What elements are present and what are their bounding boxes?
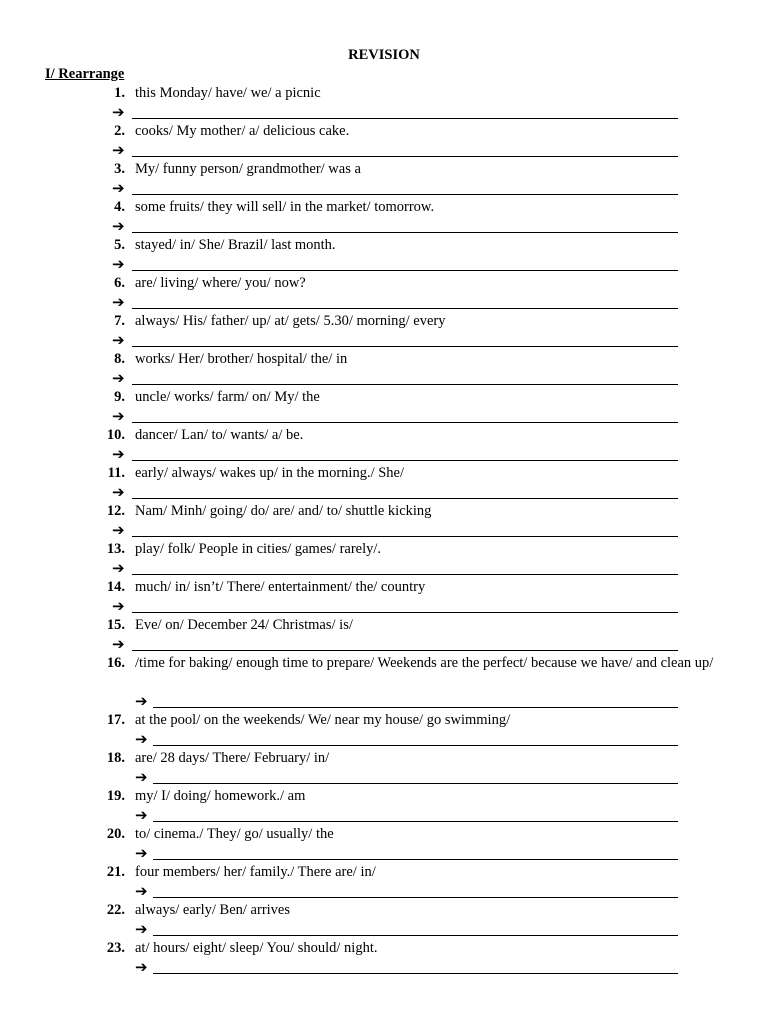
exercise-item [0, 464, 768, 502]
question-text: uncle/ works/ farm/ on/ My/ the [135, 389, 320, 405]
question-number: 3. [114, 161, 125, 177]
exercise-item [0, 350, 768, 388]
question-text: works/ Her/ brother/ hospital/ the/ in [135, 351, 348, 367]
section-heading: I/ Rearrange [45, 66, 125, 82]
answer-blank-line[interactable] [132, 346, 678, 347]
question-row [0, 236, 768, 255]
exercise-list [0, 84, 768, 977]
arrow-icon: ➔ [135, 882, 148, 900]
answer-blank-line[interactable] [153, 935, 678, 936]
answer-blank-line[interactable] [132, 194, 678, 195]
question-number: 2. [114, 123, 125, 139]
arrow-icon: ➔ [112, 369, 125, 387]
question-text: some fruits/ they will sell/ in the market/ tomorrow. [135, 199, 435, 215]
question-number: 7. [114, 313, 125, 329]
exercise-item [0, 654, 768, 711]
question-number: 11. [107, 465, 125, 481]
answer-row [0, 806, 768, 825]
question-number: 23. [106, 940, 125, 956]
exercise-item [0, 901, 768, 939]
question-row [0, 654, 768, 692]
question-row [0, 464, 768, 483]
exercise-item [0, 236, 768, 274]
question-row [0, 84, 768, 103]
exercise-item [0, 274, 768, 312]
answer-blank-line[interactable] [132, 612, 678, 613]
question-number: 18. [106, 750, 125, 766]
exercise-item [0, 749, 768, 787]
answer-blank-line[interactable] [153, 821, 678, 822]
exercise-item [0, 711, 768, 749]
question-text: my/ I/ doing/ homework./ am [135, 788, 306, 804]
question-number: 13. [106, 541, 125, 557]
arrow-icon: ➔ [135, 806, 148, 824]
arrow-icon: ➔ [135, 920, 148, 938]
arrow-icon: ➔ [135, 768, 148, 786]
question-text: My/ funny person/ grandmother/ was a [135, 161, 361, 177]
arrow-icon: ➔ [112, 597, 125, 615]
question-row [0, 160, 768, 179]
question-text: early/ always/ wakes up/ in the morning./ She/ [135, 465, 405, 481]
answer-blank-line[interactable] [153, 859, 678, 860]
answer-row [0, 730, 768, 749]
question-number: 1. [114, 85, 125, 101]
question-row [0, 540, 768, 559]
question-number: 10. [106, 427, 125, 443]
question-number: 6. [114, 275, 125, 291]
question-text: Eve/ on/ December 24/ Christmas/ is/ [135, 617, 353, 633]
question-row [0, 312, 768, 331]
answer-row [0, 293, 768, 312]
arrow-icon: ➔ [112, 141, 125, 159]
page-title: REVISION [348, 47, 420, 63]
answer-blank-line[interactable] [132, 118, 678, 119]
question-number: 21. [106, 864, 125, 880]
exercise-item [0, 84, 768, 122]
answer-blank-line[interactable] [132, 574, 678, 575]
question-row [0, 863, 768, 882]
answer-row [0, 483, 768, 502]
arrow-icon: ➔ [112, 255, 125, 273]
exercise-item [0, 312, 768, 350]
exercise-item [0, 122, 768, 160]
question-text: stayed/ in/ She/ Brazil/ last month. [135, 237, 336, 253]
question-number: 20. [106, 826, 125, 842]
arrow-icon: ➔ [112, 635, 125, 653]
arrow-icon: ➔ [112, 559, 125, 577]
answer-row [0, 920, 768, 939]
exercise-item [0, 787, 768, 825]
answer-row [0, 103, 768, 122]
exercise-item [0, 426, 768, 464]
question-row [0, 426, 768, 445]
question-row [0, 198, 768, 217]
arrow-icon: ➔ [135, 958, 148, 976]
answer-row [0, 692, 768, 711]
exercise-item [0, 198, 768, 236]
exercise-item [0, 939, 768, 977]
question-row [0, 350, 768, 369]
answer-row [0, 217, 768, 236]
answer-row [0, 369, 768, 388]
answer-row [0, 141, 768, 160]
exercise-item [0, 160, 768, 198]
question-number: 17. [106, 712, 125, 728]
answer-row [0, 882, 768, 901]
question-text: to/ cinema./ They/ go/ usually/ the [135, 826, 334, 842]
question-row [0, 749, 768, 768]
question-row [0, 578, 768, 597]
question-number: 22. [106, 902, 125, 918]
question-text: are/ 28 days/ There/ February/ in/ [135, 750, 330, 766]
question-row [0, 825, 768, 844]
answer-row [0, 445, 768, 464]
question-text: cooks/ My mother/ a/ delicious cake. [135, 123, 350, 139]
exercise-item [0, 863, 768, 901]
question-row [0, 502, 768, 521]
arrow-icon: ➔ [135, 844, 148, 862]
arrow-icon: ➔ [112, 331, 125, 349]
arrow-icon: ➔ [112, 217, 125, 235]
exercise-item [0, 616, 768, 654]
question-text: Nam/ Minh/ going/ do/ are/ and/ to/ shuttle kicking [135, 503, 432, 519]
answer-blank-line[interactable] [153, 897, 678, 898]
answer-row [0, 179, 768, 198]
answer-blank-line[interactable] [132, 498, 678, 499]
exercise-item [0, 825, 768, 863]
question-number: 9. [114, 389, 125, 405]
question-row [0, 274, 768, 293]
answer-blank-line[interactable] [132, 308, 678, 309]
arrow-icon: ➔ [112, 179, 125, 197]
answer-row [0, 521, 768, 540]
question-row [0, 122, 768, 141]
answer-row [0, 559, 768, 578]
question-text: at the pool/ on the weekends/ We/ near my house/ go swimming/ [135, 712, 511, 728]
answer-row [0, 768, 768, 787]
answer-blank-line[interactable] [153, 783, 678, 784]
answer-row [0, 331, 768, 350]
question-text: at/ hours/ eight/ sleep/ You/ should/ night. [135, 940, 378, 956]
question-text: four members/ her/ family./ There are/ in/ [135, 864, 376, 880]
answer-blank-line[interactable] [153, 973, 678, 974]
answer-blank-line[interactable] [132, 650, 678, 651]
arrow-icon: ➔ [112, 483, 125, 501]
answer-row [0, 635, 768, 654]
answer-row [0, 255, 768, 274]
answer-blank-line[interactable] [132, 384, 678, 385]
question-number: 5. [114, 237, 125, 253]
question-text: dancer/ Lan/ to/ wants/ a/ be. [135, 427, 304, 443]
question-number: 4. [114, 199, 125, 215]
exercise-item [0, 578, 768, 616]
question-number: 16. [106, 655, 125, 671]
question-text: /time for baking/ enough time to prepare/ Weekends are the perfect/ because we have/ and clean up/ [135, 655, 714, 671]
question-row [0, 616, 768, 635]
question-text: much/ in/ isn’t/ There/ entertainment/ the/ country [135, 579, 426, 595]
question-text: this Monday/ have/ we/ a picnic [135, 85, 321, 101]
arrow-icon: ➔ [135, 692, 148, 710]
exercise-item [0, 502, 768, 540]
answer-blank-line[interactable] [132, 270, 678, 271]
answer-blank-line[interactable] [132, 422, 678, 423]
question-row [0, 711, 768, 730]
arrow-icon: ➔ [112, 293, 125, 311]
question-number: 19. [106, 788, 125, 804]
question-text: always/ early/ Ben/ arrives [135, 902, 291, 918]
answer-blank-line[interactable] [153, 707, 678, 708]
answer-row [0, 844, 768, 863]
arrow-icon: ➔ [135, 730, 148, 748]
exercise-item [0, 540, 768, 578]
question-row [0, 939, 768, 958]
arrow-icon: ➔ [112, 445, 125, 463]
arrow-icon: ➔ [112, 103, 125, 121]
answer-row [0, 597, 768, 616]
answer-row [0, 958, 768, 977]
question-text: always/ His/ father/ up/ at/ gets/ 5.30/ morning/ every [135, 313, 446, 329]
question-number: 8. [114, 351, 125, 367]
exercise-item [0, 388, 768, 426]
answer-row [0, 407, 768, 426]
answer-blank-line[interactable] [132, 156, 678, 157]
answer-blank-line[interactable] [132, 232, 678, 233]
question-number: 14. [106, 579, 125, 595]
answer-blank-line[interactable] [132, 460, 678, 461]
question-text: play/ folk/ People in cities/ games/ rarely/. [135, 541, 382, 557]
question-row [0, 787, 768, 806]
question-row [0, 901, 768, 920]
answer-blank-line[interactable] [132, 536, 678, 537]
answer-blank-line[interactable] [153, 745, 678, 746]
arrow-icon: ➔ [112, 407, 125, 425]
arrow-icon: ➔ [112, 521, 125, 539]
question-number: 12. [106, 503, 125, 519]
question-number: 15. [106, 617, 125, 633]
question-text: are/ living/ where/ you/ now? [135, 275, 306, 291]
question-row [0, 388, 768, 407]
